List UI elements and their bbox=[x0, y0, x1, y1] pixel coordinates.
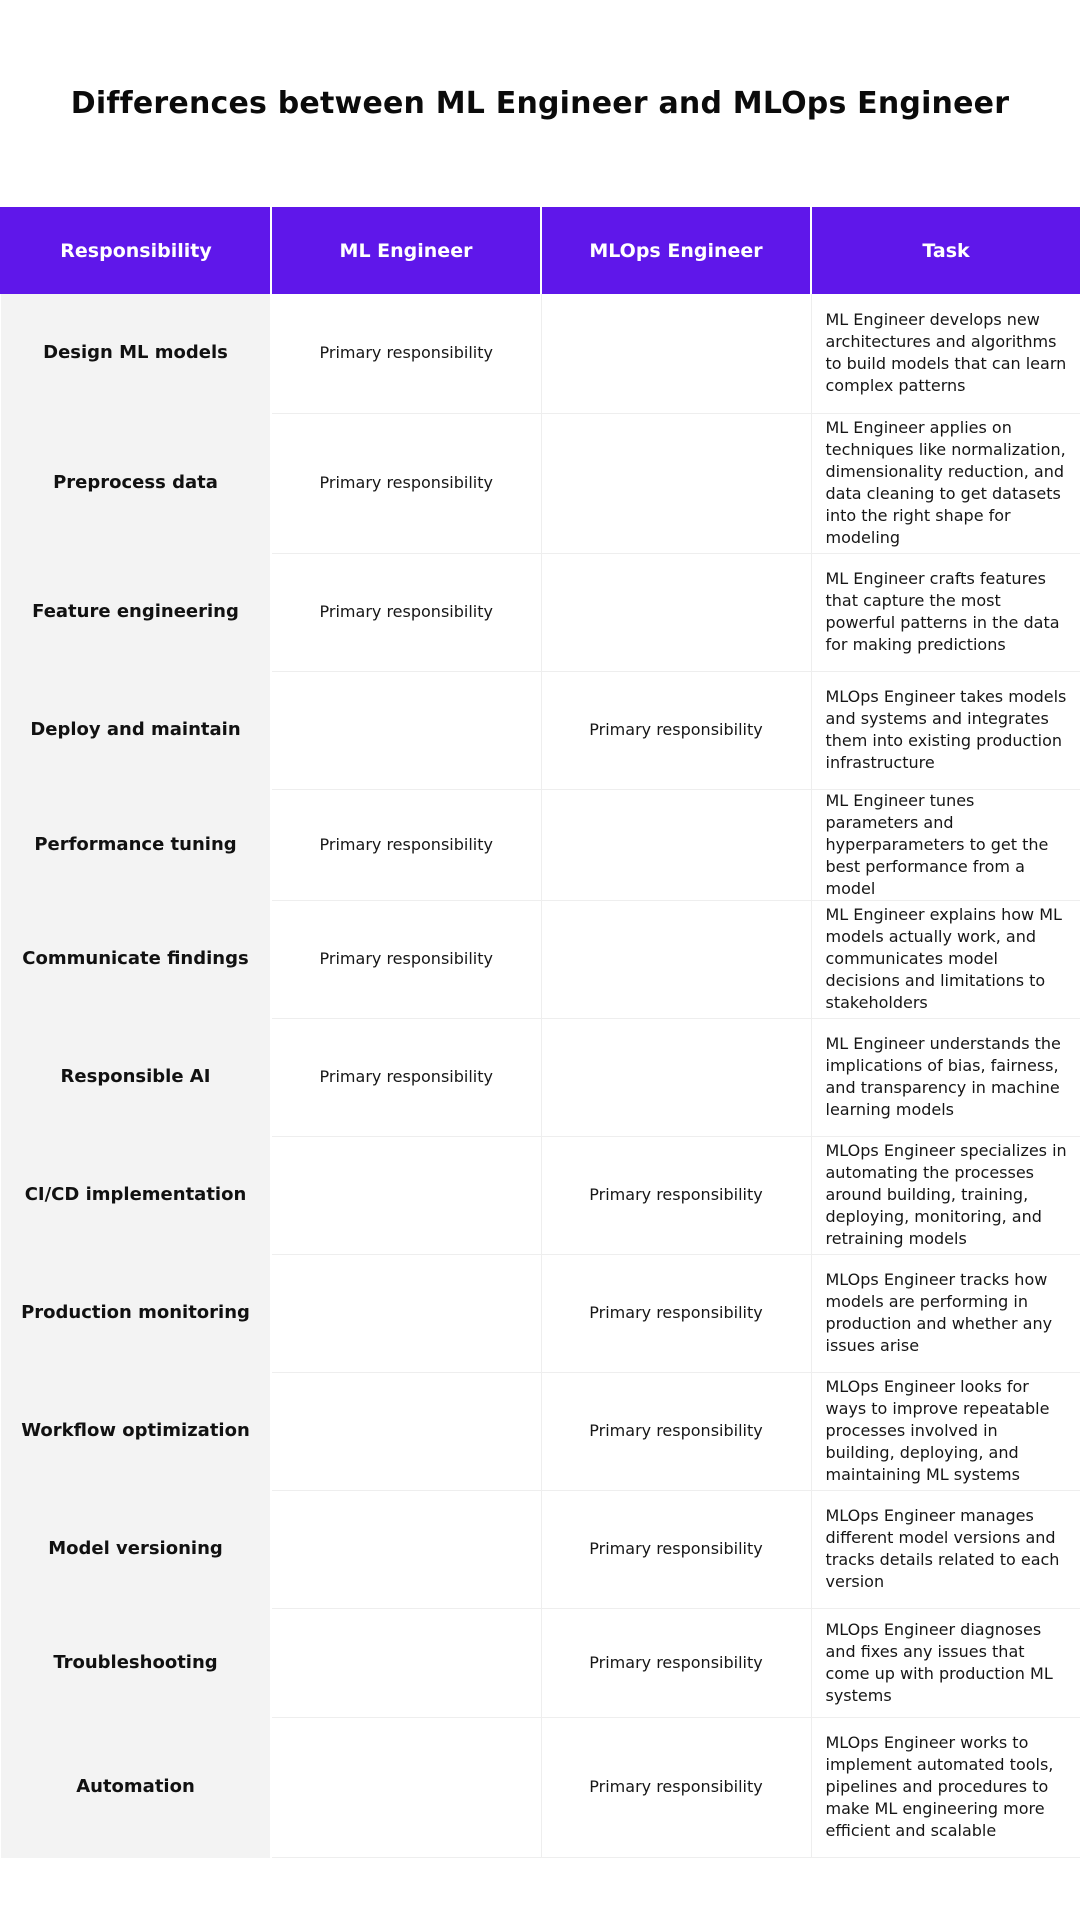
table-header bbox=[1, 207, 1080, 294]
task-cell: MLOps Engineer manages different model versions and tracks details related to each version bbox=[811, 1490, 1080, 1608]
responsibility-cell: Workflow optimization bbox=[1, 1372, 271, 1490]
table-row bbox=[1, 671, 1080, 789]
mlops-engineer-cell: Primary responsibility bbox=[541, 1490, 811, 1608]
column-header-ml-engineer: ML Engineer bbox=[271, 207, 541, 294]
ml-engineer-cell: Primary responsibility bbox=[271, 413, 541, 553]
responsibility-cell: Automation bbox=[1, 1717, 271, 1857]
table-row bbox=[1, 1490, 1080, 1608]
responsibility-cell: CI/CD implementation bbox=[1, 1136, 271, 1254]
mlops-engineer-cell: Primary responsibility bbox=[541, 671, 811, 789]
table-row bbox=[1, 294, 1080, 413]
comparison-table bbox=[0, 207, 1080, 1858]
ml-engineer-cell bbox=[271, 671, 541, 789]
responsibility-cell: Design ML models bbox=[1, 294, 271, 413]
mlops-engineer-cell: Primary responsibility bbox=[541, 1608, 811, 1717]
responsibility-cell: Responsible AI bbox=[1, 1018, 271, 1136]
mlops-engineer-cell bbox=[541, 1018, 811, 1136]
responsibility-cell: Performance tuning bbox=[1, 789, 271, 900]
table-row bbox=[1, 1608, 1080, 1717]
mlops-engineer-cell: Primary responsibility bbox=[541, 1136, 811, 1254]
ml-engineer-cell: Primary responsibility bbox=[271, 553, 541, 671]
mlops-engineer-cell bbox=[541, 789, 811, 900]
responsibility-cell: Deploy and maintain bbox=[1, 671, 271, 789]
ml-engineer-cell bbox=[271, 1490, 541, 1608]
table-row bbox=[1, 1018, 1080, 1136]
ml-engineer-cell bbox=[271, 1717, 541, 1857]
ml-engineer-cell bbox=[271, 1254, 541, 1372]
column-header-responsibility: Responsibility bbox=[1, 207, 271, 294]
ml-engineer-cell: Primary responsibility bbox=[271, 1018, 541, 1136]
ml-engineer-cell bbox=[271, 1372, 541, 1490]
mlops-engineer-cell bbox=[541, 294, 811, 413]
task-cell: ML Engineer tunes parameters and hyperparameters to get the best performance from a model bbox=[811, 789, 1080, 900]
table-row bbox=[1, 1254, 1080, 1372]
table-row bbox=[1, 1717, 1080, 1857]
table-row bbox=[1, 553, 1080, 671]
mlops-engineer-cell bbox=[541, 900, 811, 1018]
task-cell: ML Engineer develops new architectures and algorithms to build models that can learn complex patterns bbox=[811, 294, 1080, 413]
ml-engineer-cell: Primary responsibility bbox=[271, 900, 541, 1018]
ml-engineer-cell: Primary responsibility bbox=[271, 789, 541, 900]
table-row bbox=[1, 1372, 1080, 1490]
task-cell: MLOps Engineer tracks how models are performing in production and whether any issues arise bbox=[811, 1254, 1080, 1372]
mlops-engineer-cell: Primary responsibility bbox=[541, 1372, 811, 1490]
responsibility-cell: Preprocess data bbox=[1, 413, 271, 553]
task-cell: MLOps Engineer takes models and systems and integrates them into existing production infrastructure bbox=[811, 671, 1080, 789]
header-row bbox=[1, 207, 1080, 294]
responsibility-cell: Troubleshooting bbox=[1, 1608, 271, 1717]
task-cell: ML Engineer applies on techniques like normalization, dimensionality reduction, and data cleaning to get datasets into the right shape for modeling bbox=[811, 413, 1080, 553]
ml-engineer-cell bbox=[271, 1136, 541, 1254]
column-header-mlops-engineer: MLOps Engineer bbox=[541, 207, 811, 294]
responsibility-cell: Production monitoring bbox=[1, 1254, 271, 1372]
task-cell: ML Engineer understands the implications of bias, fairness, and transparency in machine learning models bbox=[811, 1018, 1080, 1136]
task-cell: MLOps Engineer works to implement automated tools, pipelines and procedures to make ML engineering more efficient and scalable bbox=[811, 1717, 1080, 1857]
ml-engineer-cell: Primary responsibility bbox=[271, 294, 541, 413]
task-cell: MLOps Engineer looks for ways to improve repeatable processes involved in building, deploying, and maintaining ML systems bbox=[811, 1372, 1080, 1490]
ml-engineer-cell bbox=[271, 1608, 541, 1717]
task-cell: ML Engineer crafts features that capture the most powerful patterns in the data for making predictions bbox=[811, 553, 1080, 671]
mlops-engineer-cell: Primary responsibility bbox=[541, 1717, 811, 1857]
responsibility-cell: Communicate findings bbox=[1, 900, 271, 1018]
table-row bbox=[1, 413, 1080, 553]
mlops-engineer-cell bbox=[541, 413, 811, 553]
table-row bbox=[1, 900, 1080, 1018]
responsibility-cell: Feature engineering bbox=[1, 553, 271, 671]
responsibility-cell: Model versioning bbox=[1, 1490, 271, 1608]
page-title: Differences between ML Engineer and MLOps Engineer bbox=[70, 86, 1010, 121]
mlops-engineer-cell: Primary responsibility bbox=[541, 1254, 811, 1372]
column-header-task: Task bbox=[811, 207, 1080, 294]
table-row bbox=[1, 789, 1080, 900]
task-cell: ML Engineer explains how ML models actually work, and communicates model decisions and limitations to stakeholders bbox=[811, 900, 1080, 1018]
mlops-engineer-cell bbox=[541, 553, 811, 671]
table-body bbox=[1, 294, 1080, 1857]
task-cell: MLOps Engineer specializes in automating the processes around building, training, deploying, monitoring, and retraining models bbox=[811, 1136, 1080, 1254]
table-row bbox=[1, 1136, 1080, 1254]
task-cell: MLOps Engineer diagnoses and fixes any issues that come up with production ML systems bbox=[811, 1608, 1080, 1717]
